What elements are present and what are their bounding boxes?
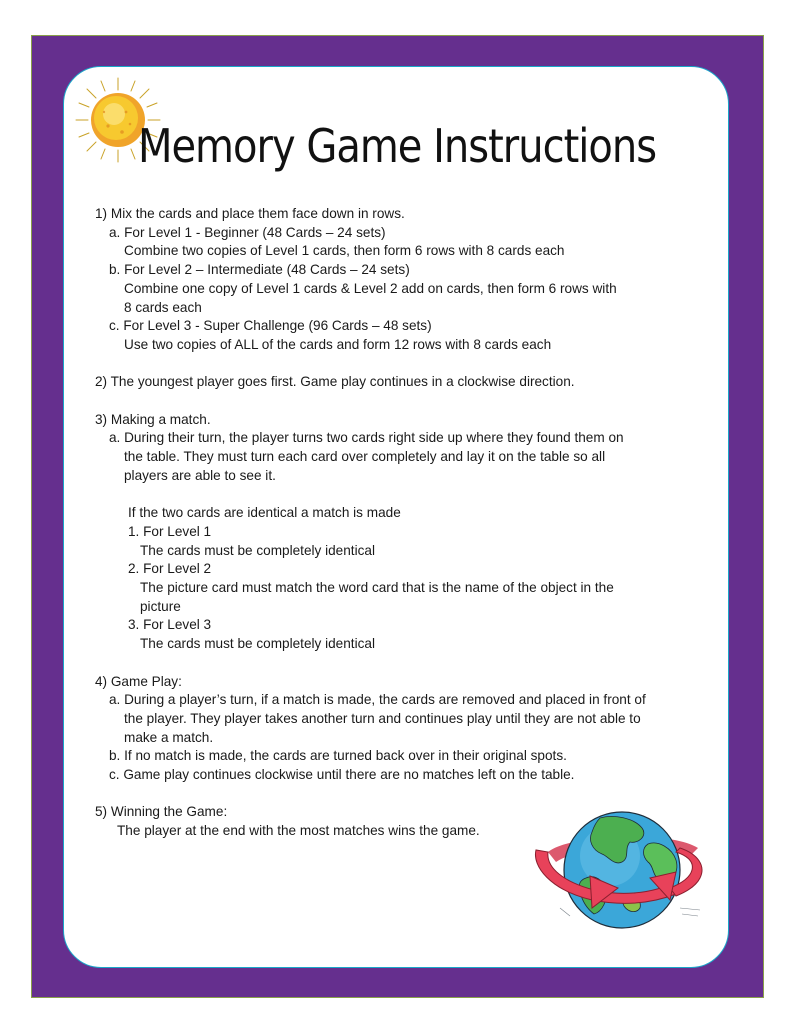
step-3-level-3-text: The cards must be completely identical: [140, 636, 375, 652]
step-4b-line: b. If no match is made, the cards are turned back over in their original spots.: [109, 748, 567, 764]
step-3-heading: 3) Making a match.: [95, 411, 211, 427]
step-1-heading: 1) Mix the cards and place them face down in rows.: [95, 206, 405, 221]
step-3a-line-1: a. During their turn, the player turns two cards right side up where they found them on: [109, 430, 624, 446]
step-1b-text-line-1: Combine one copy of Level 1 cards & Level 2 add on cards, then form 6 rows with: [124, 280, 617, 296]
step-4c-line: c. Game play continues clockwise until there are no matches left on the table.: [109, 767, 575, 783]
page-title: Memory Game Instructions: [137, 120, 657, 174]
step-4-heading: 4) Game Play:: [95, 673, 182, 689]
step-4a-line-1: a. During a player’s turn, if a match is made, the cards are removed and placed in front of: [109, 692, 646, 708]
step-5-heading: 5) Winning the Game:: [95, 804, 228, 820]
step-3-level-1-label: 1. For Level 1: [128, 523, 212, 539]
step-3a-line-3: players are able to see it.: [124, 467, 276, 483]
step-4a-line-2: the player. They player takes another turn and continues play until they are not able to: [124, 710, 641, 726]
step-2-heading: 2) The youngest player goes first. Game play continues in a clockwise direction.: [95, 374, 575, 390]
step-5-text: The player at the end with the most matches wins the game.: [117, 823, 480, 839]
step-1a-label: a. For Level 1 - Beginner (48 Cards – 24 sets): [109, 224, 386, 240]
step-1b-label: b. For Level 2 – Intermediate (48 Cards – 24 sets): [109, 262, 410, 278]
step-3-level-2-label: 2. For Level 2: [128, 561, 212, 577]
step-3-level-2-text-line-1: The picture card must match the word card that is the name of the object in the: [140, 580, 614, 596]
step-4a-line-3: make a match.: [124, 729, 214, 745]
globe-with-arrows-icon: [530, 804, 710, 932]
step-1c-label: c. For Level 3 - Super Challenge (96 Cards – 48 sets): [109, 318, 432, 334]
step-1b-text-line-2: 8 cards each: [124, 299, 202, 315]
step-3-intro: If the two cards are identical a match is made: [128, 505, 401, 521]
step-1c-text: Use two copies of ALL of the cards and form 12 rows with 8 cards each: [124, 336, 552, 352]
step-1a-text: Combine two copies of Level 1 cards, then form 6 rows with 8 cards each: [124, 243, 565, 259]
instructions-body: [95, 205, 695, 841]
step-3a-line-2: the table. They must turn each card over completely and lay it on the table so all: [124, 449, 606, 465]
step-3-level-1-text: The cards must be completely identical: [140, 542, 375, 558]
step-3-level-2-text-line-2: picture: [140, 598, 181, 614]
step-3-level-3-label: 3. For Level 3: [128, 617, 212, 633]
